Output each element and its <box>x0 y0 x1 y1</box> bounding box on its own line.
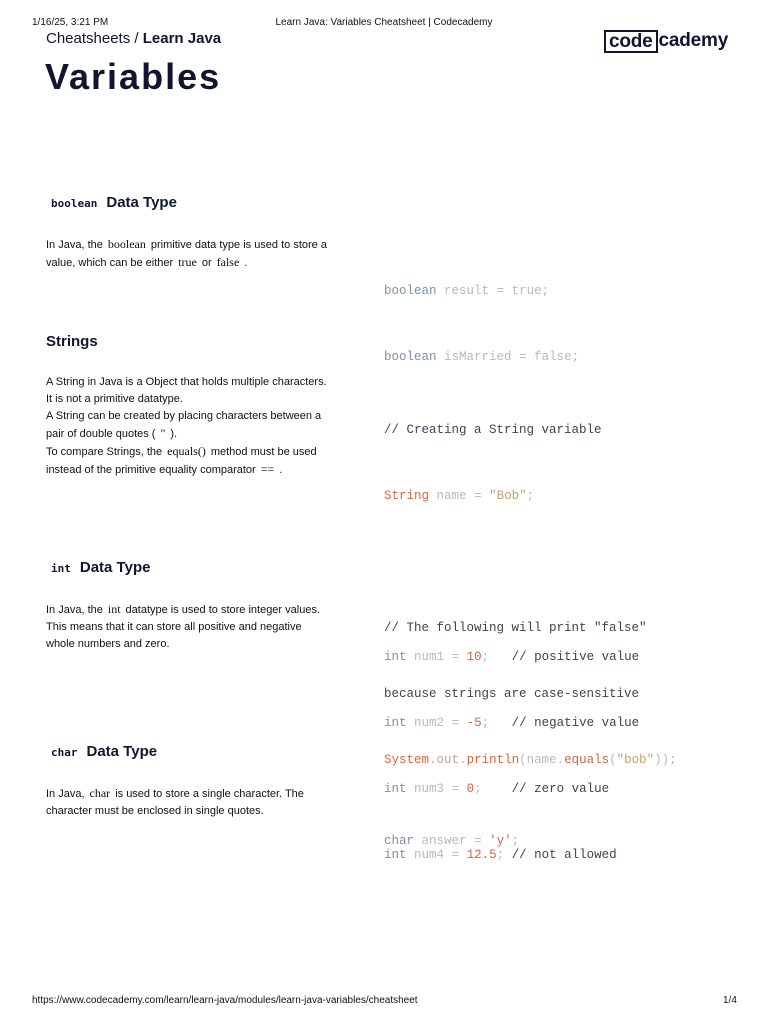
code-number: 10 <box>466 650 482 664</box>
section-heading: Data Type <box>106 194 177 211</box>
desc-paragraph: A String in Java is a Object that holds multiple characters. It is not a primitive datatype. <box>46 376 327 405</box>
code-variable: num4 <box>414 848 445 862</box>
code-operator: = <box>451 782 460 796</box>
strings-description <box>46 374 331 479</box>
boolean-description <box>46 236 331 272</box>
section-title-int <box>46 559 150 576</box>
code-operator: = <box>451 848 460 862</box>
code-variable: name <box>526 753 557 767</box>
code-function: println <box>466 753 520 767</box>
int-description <box>46 601 331 653</box>
code-variable: name <box>436 489 467 503</box>
code-punct: ( <box>609 753 617 767</box>
code-string: 'y' <box>489 834 512 848</box>
code-comment: // positive value <box>511 650 640 664</box>
desc-text: or <box>201 257 212 269</box>
code-line <box>384 712 639 734</box>
code-number: 0 <box>466 782 475 796</box>
desc-paragraph <box>46 408 331 443</box>
code-operator: = <box>474 489 482 503</box>
char-code-block <box>384 786 519 874</box>
inline-code: boolean <box>107 237 146 251</box>
section-heading: Data Type <box>79 559 151 576</box>
code-comment: // zero value <box>511 782 610 796</box>
code-class: String <box>384 489 430 503</box>
code-operator: = <box>496 284 505 298</box>
codecademy-logo[interactable] <box>604 29 728 53</box>
code-keyword: boolean <box>384 284 437 298</box>
logo-code-box: code <box>604 30 658 53</box>
code-string: "bob" <box>616 753 655 767</box>
code-line <box>384 646 639 668</box>
code-punct: . <box>429 753 437 767</box>
boolean-code-block <box>384 236 579 390</box>
section-title-strings <box>46 333 98 350</box>
code-variable: num1 <box>414 650 445 664</box>
code-keyword: int <box>384 650 407 664</box>
desc-text: In Java, the <box>46 604 103 616</box>
code-operator: = <box>474 834 482 848</box>
code-keyword: int <box>384 848 407 862</box>
code-comment: // Creating a String variable <box>384 423 602 437</box>
code-line <box>384 830 519 852</box>
code-space <box>489 650 512 664</box>
code-number: -5 <box>466 716 482 730</box>
print-page-title: Learn Java: Variables Cheatsheet | Codecademy <box>275 17 493 28</box>
code-keyword: boolean <box>384 350 437 364</box>
code-punct: ; <box>511 834 520 848</box>
code-variable: result <box>444 284 490 298</box>
code-line <box>384 280 579 302</box>
desc-text: method must be used instead of the primitive equality comparator <box>46 446 317 476</box>
code-plain: because strings are case-sensitive <box>384 687 640 701</box>
breadcrumb-cheatsheets-link[interactable]: Cheatsheets <box>46 30 131 47</box>
breadcrumb-separator: / <box>130 30 143 47</box>
inline-code: char <box>89 786 111 800</box>
print-page-number: 1/4 <box>723 995 737 1006</box>
section-keyword: boolean <box>51 197 98 210</box>
code-variable: answer <box>421 834 467 848</box>
inline-code: == <box>260 462 275 476</box>
code-function: equals <box>564 753 610 767</box>
desc-text: is used to store a single character. The character must be enclosed in single quotes. <box>46 788 304 817</box>
code-variable: num3 <box>414 782 445 796</box>
code-punct: ; <box>496 848 505 862</box>
code-blank-line <box>384 551 677 573</box>
code-class: System <box>384 753 430 767</box>
breadcrumb <box>46 30 221 47</box>
code-number: 12.5 <box>466 848 497 862</box>
section-heading: Strings <box>46 333 98 350</box>
code-punct: )); <box>654 753 677 767</box>
code-punct: . <box>459 753 467 767</box>
desc-text: . <box>279 464 283 476</box>
page-title: Variables <box>45 56 222 97</box>
code-comment: // negative value <box>511 716 640 730</box>
logo-cademy-text: cademy <box>658 30 729 51</box>
code-value: true; <box>511 284 550 298</box>
section-keyword: int <box>51 562 71 575</box>
desc-text: To compare Strings, the <box>46 446 163 458</box>
inline-code: false <box>216 255 240 269</box>
code-field: out <box>436 753 460 767</box>
char-description <box>46 785 331 820</box>
desc-text: A String can be created by placing characters between a pair of double quotes ( <box>46 410 322 440</box>
section-title-boolean <box>46 194 177 211</box>
desc-text: In Java, <box>46 788 85 800</box>
code-punct: ; <box>526 489 535 503</box>
code-punct: . <box>556 753 565 767</box>
code-keyword: int <box>384 716 407 730</box>
code-punct: ; <box>474 782 482 796</box>
code-variable: isMarried <box>444 350 512 364</box>
inline-code: equals() <box>167 444 206 458</box>
print-datetime: 1/16/25, 3:21 PM <box>32 17 109 28</box>
code-punct: ; <box>481 716 490 730</box>
code-operator: = <box>451 650 460 664</box>
section-heading: Data Type <box>86 743 158 760</box>
desc-paragraph <box>46 443 331 479</box>
code-string: "Bob" <box>489 489 527 503</box>
code-line <box>384 485 677 507</box>
code-operator: = <box>519 350 527 364</box>
code-keyword: int <box>384 782 407 796</box>
desc-text: primitive data type is used to store a value, which can be either <box>46 239 327 269</box>
section-keyword: char <box>51 746 78 759</box>
code-space <box>489 716 512 730</box>
code-keyword: char <box>384 834 415 848</box>
code-value: false; <box>534 350 580 364</box>
code-punct: ( <box>519 753 527 767</box>
code-variable: num2 <box>414 716 445 730</box>
desc-text: ). <box>170 428 178 440</box>
desc-text: datatype is used to store integer values. This means that it can store all positive and negative whole numbers and zero. <box>46 604 320 650</box>
inline-code: " <box>160 426 166 440</box>
code-comment: // The following will print "false" <box>384 621 647 635</box>
desc-text: In Java, the <box>46 239 103 251</box>
code-operator: = <box>451 716 460 730</box>
breadcrumb-learn-java-link[interactable]: Learn Java <box>142 30 222 47</box>
section-title-char <box>46 743 157 760</box>
print-footer-url[interactable]: https://www.codecademy.com/learn/learn-java/modules/learn-java-variables/cheatsheet <box>32 995 418 1006</box>
code-comment: // not allowed <box>511 848 617 862</box>
desc-text: . <box>244 257 248 269</box>
code-punct: ; <box>481 650 490 664</box>
inline-code: true <box>178 255 197 269</box>
code-line <box>384 346 579 368</box>
inline-code: int <box>107 602 121 616</box>
